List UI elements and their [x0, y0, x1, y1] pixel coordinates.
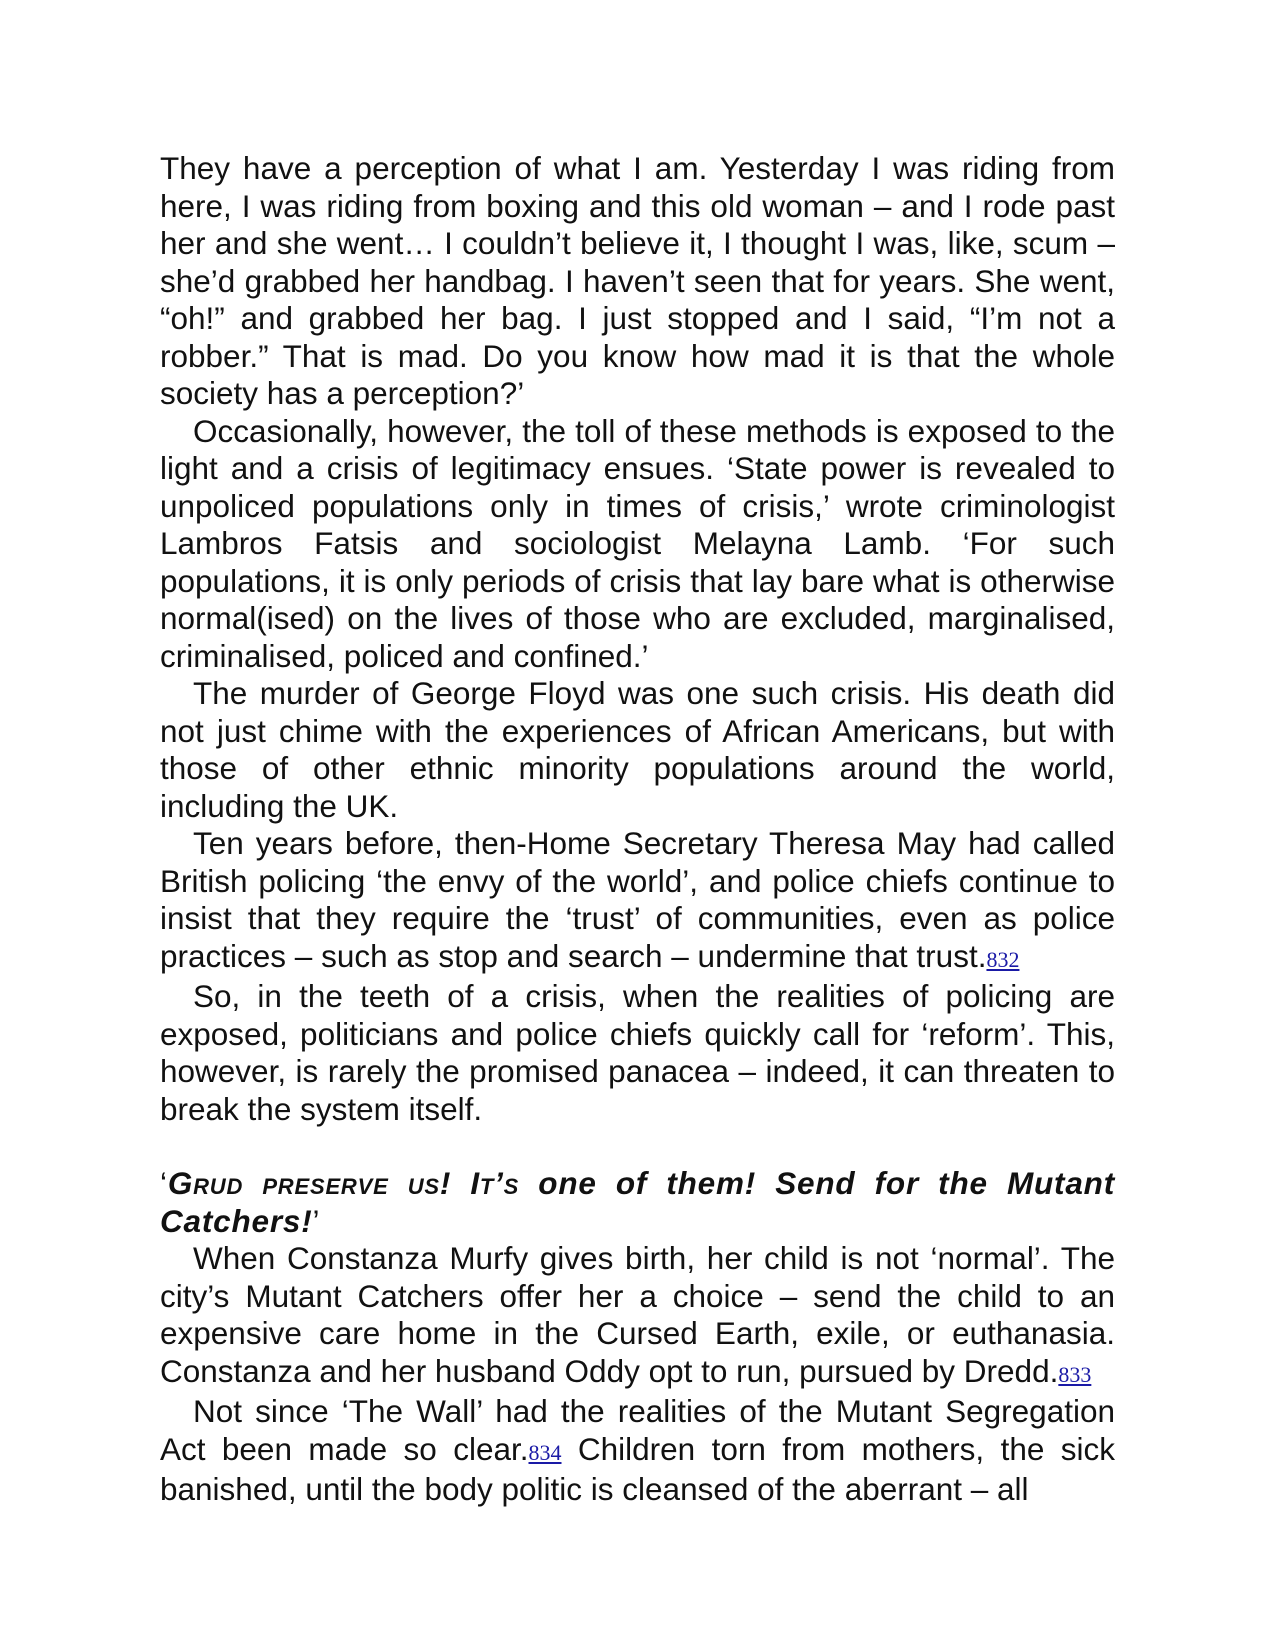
- heading-close-quote: ’: [312, 1202, 321, 1239]
- paragraph-text: Ten years before, then-Home Secretary Theresa May had called British policing ‘the envy of the world’, and police chiefs continue to insist that they require the ‘trust’ of communities, even as police practices – such as stop and search – undermine that trust.: [160, 825, 1115, 974]
- paragraph-text: When Constanza Murfy gives birth, her child is not ‘normal’. The city’s Mutant Catchers offer her a choice – send the child to an expensive care home in the Cursed Earth, exile, or euthanasia. Constanza and her husband Oddy opt to run, pursued by Dredd.: [160, 1240, 1115, 1389]
- body-paragraph: [160, 825, 1115, 978]
- heading-small-caps: Grud preserve us! It’s: [167, 1165, 520, 1201]
- paragraph-text: Not since ‘The Wall’ had the realities of the Mutant Segregation Act been made so clear.: [160, 1393, 1115, 1467]
- body-paragraph: The murder of George Floyd was one such crisis. His death did not just chime with the experiences of African Americans, but with those of other ethnic minority populations around the world, including the UK.: [160, 675, 1115, 824]
- body-paragraph: [160, 1240, 1115, 1393]
- heading-open-quote: ‘: [160, 1165, 168, 1201]
- body-paragraph: Occasionally, however, the toll of these methods is exposed to the light and a crisis of legitimacy ensues. ‘State power is revealed to unpoliced populations only in times of crisis,’ wrote criminologist Lambros Fatsis and sociologist Melayna Lamb. ‘For such populations, it is only periods of crisis that lay bare what is otherwise normal(ised) on the lives of those who are excluded, marginalised, criminalised, policed and confined.’: [160, 412, 1115, 674]
- footnote-link[interactable]: 832: [986, 946, 1020, 972]
- footnote-link[interactable]: 834: [528, 1439, 562, 1465]
- body-paragraph: [160, 1393, 1115, 1509]
- paragraph-text: Children torn from mothers, the sick banished, until the body politic is cleansed of the aberrant – all: [160, 1430, 1115, 1507]
- body-paragraph: So, in the teeth of a crisis, when the realities of policing are exposed, politicians and police chiefs quickly call for ‘reform’. This, however, is rarely the promised panacea – indeed, it can threaten to break the system itself.: [160, 978, 1115, 1127]
- section-heading: [160, 1165, 1115, 1240]
- footnote-link[interactable]: 833: [1058, 1361, 1092, 1387]
- quote-paragraph: They have a perception of what I am. Yesterday I was riding from here, I was riding from boxing and this old woman – and I rode past her and she went… I couldn’t believe it, I thought I was, like, scum – she’d grabbed her handbag. I haven’t seen that for years. She went, “oh!” and grabbed her bag. I just stopped and I said, “I’m not a robber.” That is mad. Do you know how mad it is that the whole society has a perception?’: [160, 150, 1115, 411]
- heading-text: one of them! Send for the Mutant Catchers!: [160, 1165, 1115, 1239]
- book-page: [160, 150, 1115, 1509]
